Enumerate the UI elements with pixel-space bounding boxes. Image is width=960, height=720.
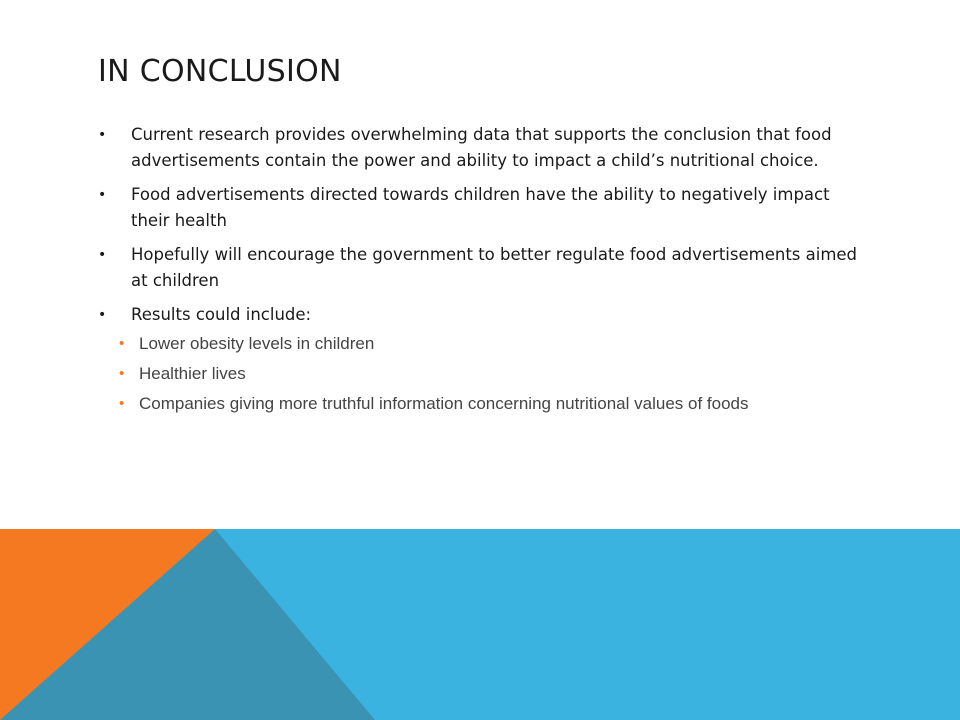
- sub-bullet-dot-icon: •: [119, 395, 125, 412]
- bullet-list: [98, 122, 860, 422]
- bullet-item: [98, 122, 860, 174]
- bullet-item: [98, 302, 860, 328]
- bullet-dot-icon: •: [98, 247, 107, 263]
- bullet-dot-icon: •: [98, 187, 107, 203]
- slide-title: IN CONCLUSION: [98, 54, 342, 89]
- sub-bullet-text: Lower obesity levels in children: [139, 334, 375, 353]
- bullet-item: [98, 182, 860, 234]
- bullet-text: Hopefully will encourage the government to better regulate food advertisements aimed at children: [131, 245, 858, 290]
- sub-bullet-dot-icon: •: [119, 365, 125, 382]
- bullet-item: [98, 242, 860, 294]
- bullet-dot-icon: •: [98, 307, 107, 323]
- sub-bullet-item: [98, 332, 841, 356]
- sub-bullet-item: [98, 362, 841, 386]
- sub-bullet-item: [98, 392, 841, 416]
- bullet-text: Food advertisements directed towards children have the ability to negatively impact their health: [131, 185, 830, 230]
- bullet-text: Current research provides overwhelming data that supports the conclusion that food advertisements contain the power and ability to impact a child’s nutritional choice.: [131, 125, 832, 170]
- sub-bullet-dot-icon: •: [119, 335, 125, 352]
- decorative-banner: [0, 529, 960, 720]
- sub-bullet-text: Companies giving more truthful information concerning nutritional values of foods: [139, 394, 749, 413]
- bullet-text: Results could include:: [131, 305, 312, 324]
- sub-bullet-text: Healthier lives: [139, 364, 246, 383]
- bullet-dot-icon: •: [98, 127, 107, 143]
